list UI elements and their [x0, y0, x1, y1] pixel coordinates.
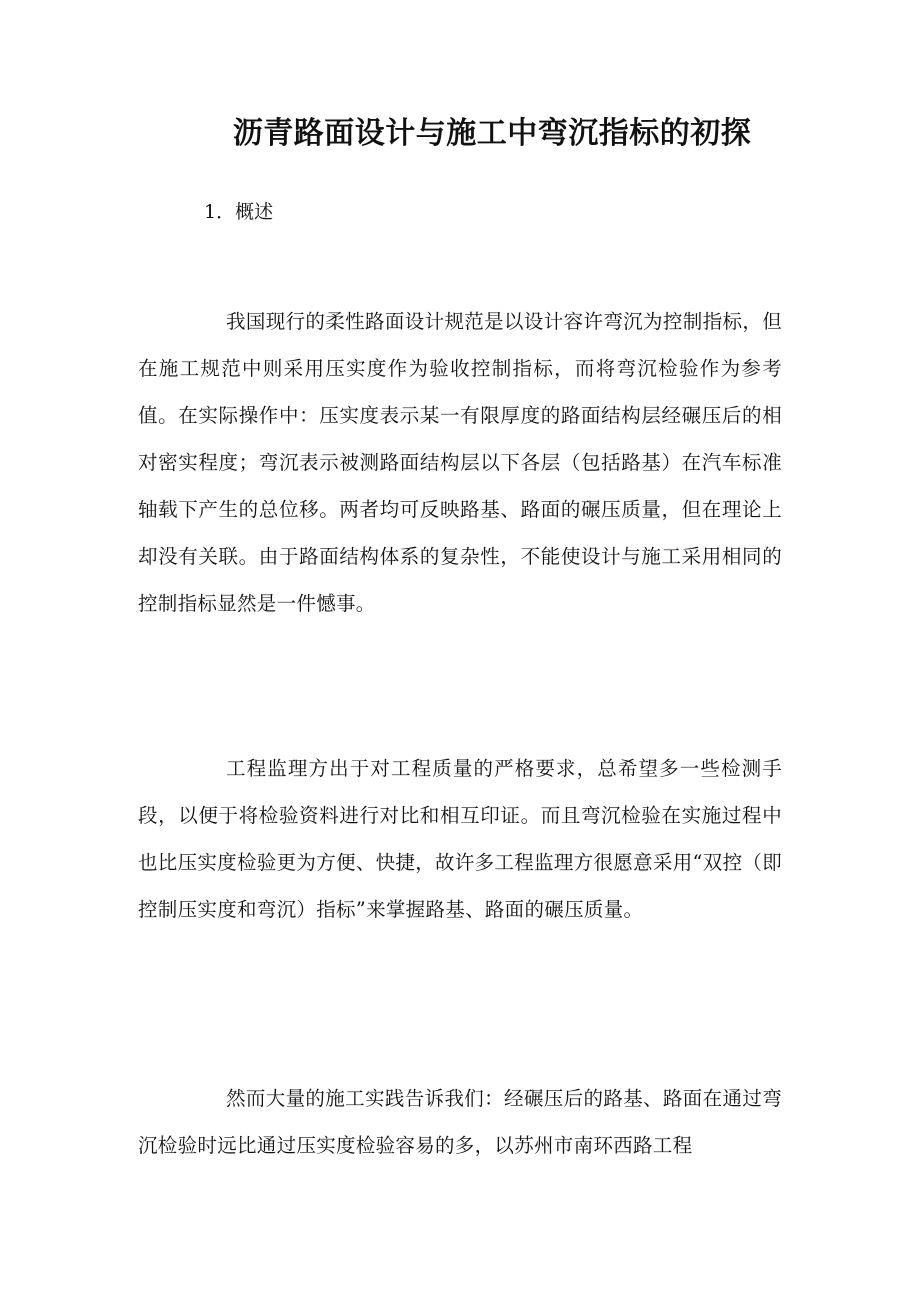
body-paragraph: 工程监理方出于对工程质量的严格要求，总希望多一些检测手段，以便于将检验资料进行对比和相互印证。而且弯沉检验在实施过程中也比压实度检验更为方便、快捷，故许多工程监理方很愿意采用“双控（即控制压实度和弯沉）指标”来掌握路基、路面的碾压质量。 [138, 757, 782, 921]
body-paragraph: 然而大量的施工实践告诉我们：经碾压后的路基、路面在通过弯沉检验时远比通过压实度检验容易的多，以苏州市南环西路工程 [138, 1087, 782, 1157]
body-paragraph: 我国现行的柔性路面设计规范是以设计容许弯沉为控制指标，但在施工规范中则采用压实度作为验收控制指标，而将弯沉检验作为参考值。在实际操作中：压实度表示某一有限厚度的路面结构层经碾压后的相对密实程度；弯沉表示被测路面结构层以下各层（包括路基）在汽车标准轴载下产生的总位移。两者均可反映路基、路面的碾压质量，但在理论上却没有关联。由于路面结构体系的复杂性，不能使设计与施工采用相同的控制指标显然是一件憾事。 [138, 310, 782, 615]
document-title: 沥青路面设计与施工中弯沉指标的初探 [232, 116, 752, 151]
section-heading-overview: 1．概述 [204, 201, 274, 223]
